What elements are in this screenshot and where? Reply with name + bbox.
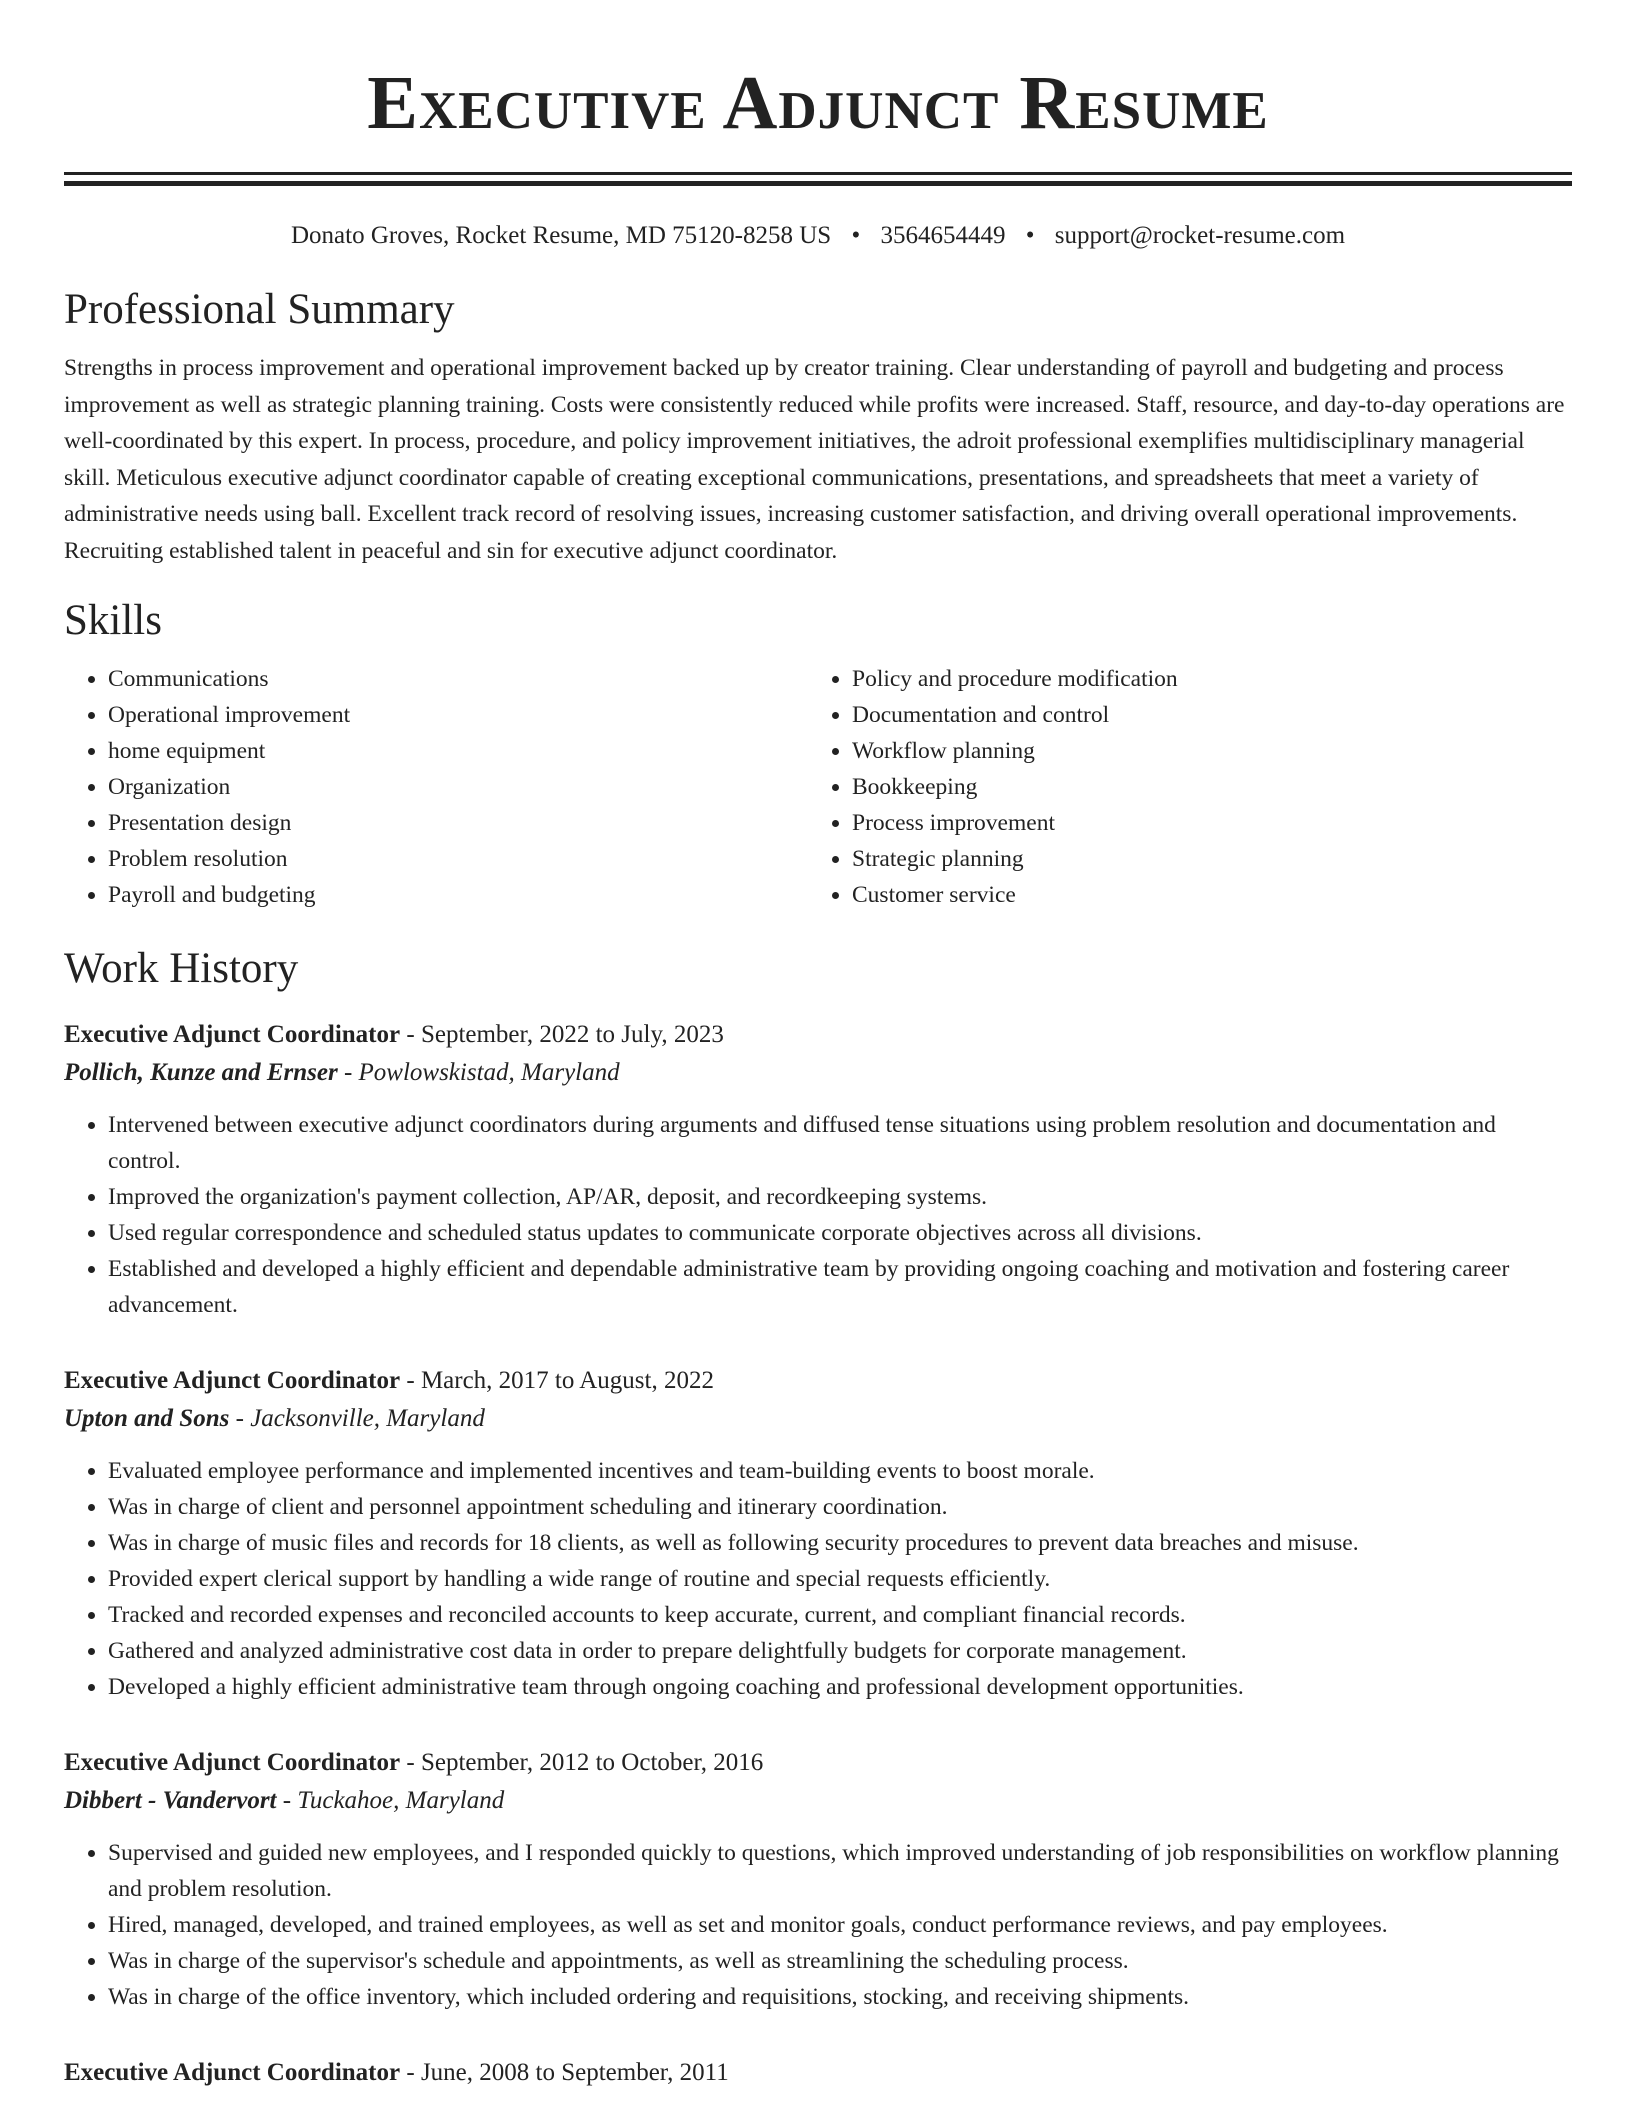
job-entry — [64, 1745, 1572, 2015]
title-divider-thick — [64, 181, 1572, 186]
job-location: Tuckahoe, Maryland — [297, 1787, 505, 1814]
skill-item: • Documentation and control — [852, 697, 1552, 733]
skill-item: • Process improvement — [852, 805, 1552, 841]
job-company: Dibbert - Vandervort — [64, 1787, 277, 1814]
job-bullet: • Gathered and analyzed administrative cost data in order to prepare delightfully budgets for corporate management. — [108, 1633, 1572, 1669]
job-bullet: • Hired, managed, developed, and trained employees, as well as set and monitor goals, conduct performance reviews, and pay employees. — [108, 1907, 1572, 1943]
job-title: Executive Adjunct Coordinator — [64, 1749, 401, 1776]
job-entry — [64, 1017, 1572, 1323]
skill-item: • Presentation design — [108, 805, 808, 841]
contact-address: Donato Groves, Rocket Resume, MD 75120-8258 US — [290, 222, 832, 249]
job-bullet: • Supervised and guided new employees, and I responded quickly to questions, which improved understanding of job responsibilities on workflow planning and problem resolution. — [108, 1835, 1572, 1907]
job-bullet: • Was in charge of the office inventory, which included ordering and requisitions, stocking, and receiving shipments. — [108, 1979, 1572, 2015]
job-bullet: • Used regular correspondence and scheduled status updates to communicate corporate objectives across all divisions. — [108, 1215, 1572, 1251]
skill-item: • Organization — [108, 769, 808, 805]
summary-heading: Professional Summary — [64, 286, 455, 333]
job-entry — [64, 1363, 1572, 1705]
skill-item: • Communications — [108, 661, 808, 697]
job-title-line: Executive Adjunct Coordinator - March, 2017 to August, 2022 — [64, 1367, 714, 1394]
job-bullet: • Was in charge of music files and records for 18 clients, as well as following security procedures to prevent data breaches and misuse. — [108, 1525, 1572, 1561]
skill-item: • Payroll and budgeting — [108, 877, 808, 913]
job-company-line: Pollich, Kunze and Ernser - Powlowskistad, Maryland — [64, 1059, 620, 1086]
skill-item: • Policy and procedure modification — [852, 661, 1552, 697]
job-bullet: • Evaluated employee performance and implemented incentives and team-building events to boost morale. — [108, 1453, 1572, 1489]
resume-page — [64, 0, 1572, 2091]
skills-left-list — [64, 661, 808, 913]
job-title: Executive Adjunct Coordinator — [64, 2059, 401, 2086]
contact-email: support@rocket-resume.com — [1054, 222, 1346, 249]
job-title-line: Executive Adjunct Coordinator - June, 2008 to September, 2011 — [64, 2059, 729, 2086]
contact-phone: 3564654449 — [880, 222, 1006, 249]
job-dates: March, 2017 to August, 2022 — [420, 1367, 714, 1394]
job-company-line: Upton and Sons - Jacksonville, Maryland — [64, 1405, 485, 1432]
skill-item: • Workflow planning — [852, 733, 1552, 769]
skills-columns — [64, 661, 1572, 913]
job-bullet: • Established and developed a highly efficient and dependable administrative team by providing ongoing coaching and motivation and fostering career advancement. — [108, 1251, 1572, 1323]
skill-item: • home equipment — [108, 733, 808, 769]
job-title: Executive Adjunct Coordinator — [64, 1021, 401, 1048]
work-history-heading: Work History — [64, 945, 299, 992]
job-bullet: • Intervened between executive adjunct coordinators during arguments and diffused tense situations using problem resolution and documentation and control. — [108, 1107, 1572, 1179]
job-dates: June, 2008 to September, 2011 — [420, 2059, 729, 2086]
contact-line — [64, 220, 1572, 252]
job-bullets — [64, 1835, 1572, 2015]
job-bullet: • Was in charge of the supervisor's schedule and appointments, as well as streamlining the scheduling process. — [108, 1943, 1572, 1979]
job-dates: September, 2022 to July, 2023 — [420, 1021, 724, 1048]
skill-item: • Strategic planning — [852, 841, 1552, 877]
skill-item: • Bookkeeping — [852, 769, 1552, 805]
job-company: Upton and Sons — [64, 1405, 230, 1432]
job-title-line: Executive Adjunct Coordinator - September, 2012 to October, 2016 — [64, 1749, 764, 1776]
job-location: Jacksonville, Maryland — [250, 1405, 485, 1432]
job-bullet: • Developed a highly efficient administrative team through ongoing coaching and professional development opportunities. — [108, 1669, 1572, 1705]
job-entry — [64, 2055, 1572, 2091]
skill-item: • Operational improvement — [108, 697, 808, 733]
skill-item: • Problem resolution — [108, 841, 808, 877]
skills-right-list — [808, 661, 1552, 913]
contact-separator: • — [851, 222, 861, 249]
title-divider-thin — [64, 172, 1572, 175]
job-location: Powlowskistad, Maryland — [358, 1059, 620, 1086]
skills-heading: Skills — [64, 597, 162, 644]
job-bullets — [64, 1107, 1572, 1323]
skill-item: • Customer service — [852, 877, 1552, 913]
job-bullet: • Was in charge of client and personnel appointment scheduling and itinerary coordination. — [108, 1489, 1572, 1525]
job-bullets — [64, 1453, 1572, 1705]
job-company: Pollich, Kunze and Ernser — [64, 1059, 338, 1086]
job-title-line: Executive Adjunct Coordinator - September, 2022 to July, 2023 — [64, 1021, 724, 1048]
job-bullet: • Improved the organization's payment collection, AP/AR, deposit, and recordkeeping systems. — [108, 1179, 1572, 1215]
resume-title: Executive Adjunct Resume — [367, 61, 1269, 145]
job-company-line: Dibbert - Vandervort - Tuckahoe, Maryland — [64, 1787, 505, 1814]
job-dates: September, 2012 to October, 2016 — [420, 1749, 764, 1776]
contact-separator: • — [1025, 222, 1035, 249]
job-bullet: • Tracked and recorded expenses and reconciled accounts to keep accurate, current, and compliant financial records. — [108, 1597, 1572, 1633]
job-title: Executive Adjunct Coordinator — [64, 1367, 401, 1394]
job-bullet: • Provided expert clerical support by handling a wide range of routine and special requests efficiently. — [108, 1561, 1572, 1597]
summary-text: Strengths in process improvement and operational improvement backed up by creator training. Clear understanding of payroll and budgeting and process improvement as well as strategic planning training. Costs were consistently reduced while profits were increased. Staff, resource, and day-to-day operations are well-coordinated by this expert. In process, procedure, and policy improvement initiatives, the adroit professional exemplifies multidisciplinary managerial skill. Meticulous executive adjunct coordinator capable of creating exceptional communications, presentations, and spreadsheets that meet a variety of administrative needs using ball. Excellent track record of resolving issues, increasing customer satisfaction, and driving overall operational improvements. Recruiting established talent in peaceful and sin for executive adjunct coordinator. — [64, 355, 1565, 564]
